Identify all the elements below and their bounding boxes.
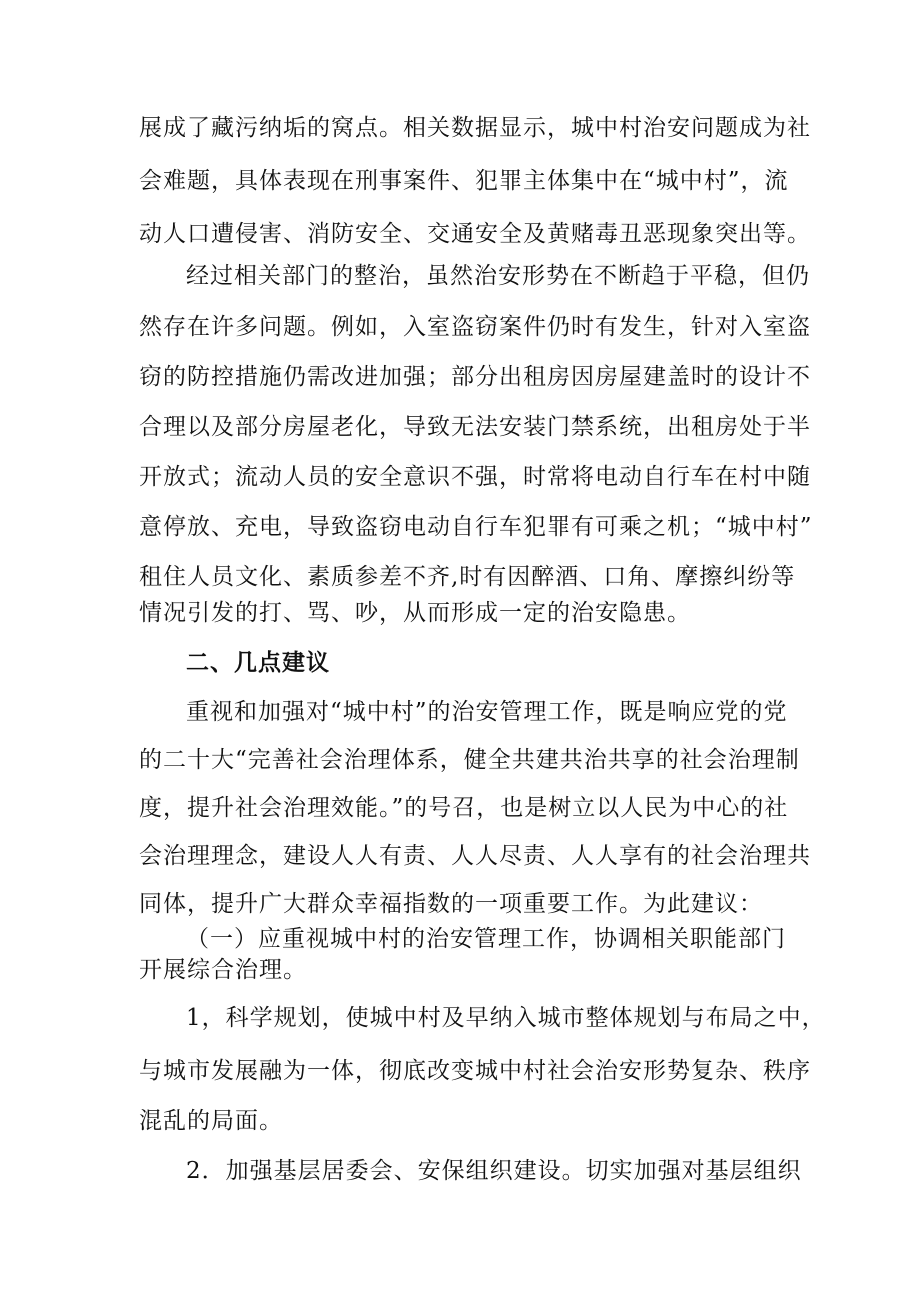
paragraph-line: 1，科学规划，使城中村及早纳入城市整体规划与布局之中， [186, 1005, 826, 1031]
paragraph-line: 2．加强基层居委会、安保组织建设。切实加强对基层组织 [186, 1158, 802, 1184]
paragraph-line: 混乱的局面。 [139, 1108, 283, 1134]
paragraph-line: 会治理理念，建设人人有责、人人尽责、人人享有的社会治理共 [139, 843, 811, 869]
paragraph-line: 展成了藏污纳垢的窝点。相关数据显示，城中村治安问题成为社 [139, 115, 811, 141]
paragraph-line: 意停放、充电，导致盗窃电动自行车犯罪有可乘之机；“城中村” [139, 514, 813, 540]
paragraph-line: 重视和加强对“城中村”的治安管理工作，既是响应党的党 [186, 699, 788, 725]
paragraph-line: （一）应重视城中村的治安管理工作，协调相关职能部门 [186, 926, 786, 952]
section-heading: 二、几点建议 [186, 650, 330, 676]
paragraph-line: 会难题，具体表现在刑事案件、犯罪主体集中在“城中村”，流 [139, 168, 789, 194]
paragraph-line: 情况引发的打、骂、吵，从而形成一定的治安隐患。 [139, 600, 691, 626]
paragraph-line: 租住人员文化、素质参差不齐,时有因醉酒、口角、摩擦纠纷等 [139, 564, 796, 590]
paragraph-line: 然存在许多问题。例如，入室盗窃案件仍时有发生，针对入室盗 [139, 314, 811, 340]
paragraph-line: 动人口遭侵害、消防安全、交通安全及黄赌毒丑恶现象突出等。 [139, 221, 811, 247]
paragraph-line: 经过相关部门的整治，虽然治安形势在不断趋于平稳，但仍 [186, 263, 810, 289]
paragraph-line: 开展综合治理。 [139, 957, 307, 983]
paragraph-line: 同体，提升广大群众幸福指数的一项重要工作。为此建议： [139, 891, 763, 917]
paragraph-line: 的二十大“完善社会治理体系，健全共建共治共享的社会治理制 [139, 747, 800, 773]
paragraph-line: 开放式；流动人员的安全意识不强，时常将电动自行车在村中随 [139, 464, 811, 490]
paragraph-line: 合理以及部分房屋老化，导致无法安装门禁系统，出租房处于半 [139, 414, 811, 440]
paragraph-line: 度，提升社会治理效能。”的号召，也是树立以人民为中心的社 [139, 795, 789, 821]
paragraph-line: 窃的防控措施仍需改进加强；部分出租房因房屋建盖时的设计不 [139, 364, 811, 390]
paragraph-line: 与城市发展融为一体，彻底改变城中村社会治安形势复杂、秩序 [139, 1058, 811, 1084]
